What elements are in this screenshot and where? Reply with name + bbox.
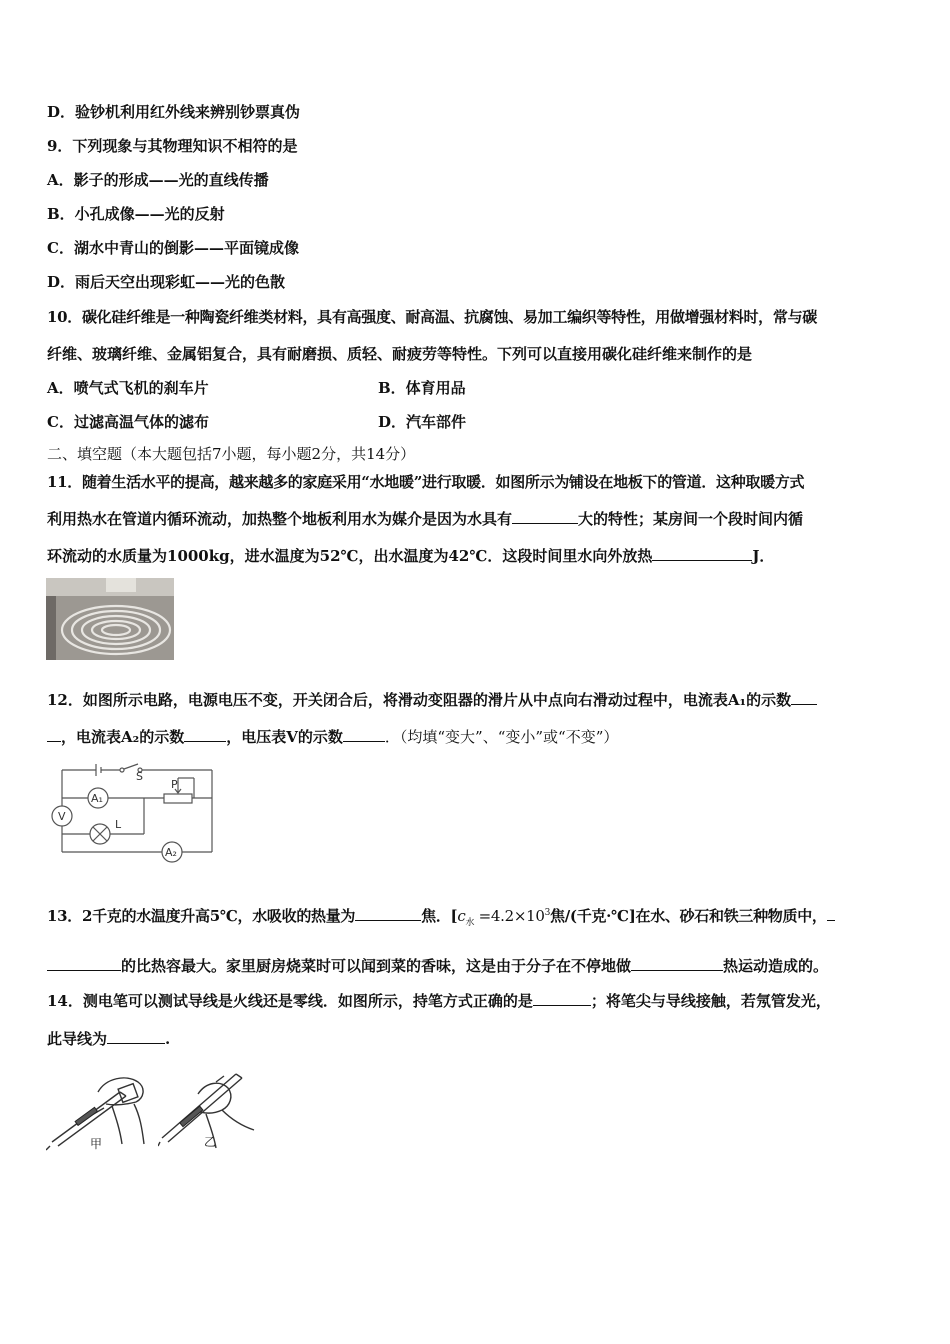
ammeter-a1-label: A₁ — [91, 792, 103, 805]
q12-blank-1b[interactable] — [47, 727, 61, 742]
voltmeter-label: V — [58, 810, 66, 823]
test-pen-figure-yi — [158, 1064, 258, 1152]
q12-blank-1a[interactable] — [791, 690, 817, 705]
formula-c: c — [457, 907, 466, 925]
ammeter-a2-label: A₂ — [165, 846, 177, 859]
q14-blank-1[interactable] — [533, 991, 591, 1006]
slider-label: P — [171, 778, 178, 791]
q10-line1: 10．碳化硅纤维是一种陶瓷纤维类材料，具有高强度、耐高温、抗腐蚀、易加工编织等特性，用做增强材料时，常与碳 — [47, 308, 817, 326]
q9-option-b: B．小孔成像——光的反射 — [47, 205, 225, 223]
q11-line1: 11．随着生活水平的提高，越来越多的家庭采用“水地暖”进行取暖．如图所示为铺设在地板下的管道．这种取暖方式 — [47, 473, 805, 491]
q10-line2: 纤维、玻璃纤维、金属铝复合，具有耐磨损、质轻、耐疲劳等特性。下列可以直接用碳化硅纤维来制作的是 — [47, 345, 753, 363]
q12-line2-text-c: ．（均填“变大”、“变小”或“不变”） — [384, 728, 619, 746]
q13-blank-2a[interactable] — [827, 906, 835, 921]
test-pen-figure-jia — [46, 1064, 156, 1152]
q14-line1 — [47, 990, 831, 1011]
q13-text-3: 焦/(千克·℃]在水、砂石和铁三种物质中， — [550, 907, 827, 925]
q14-text-1: 14．测电笔可以测试导线是火线还是零线．如图所示，持笔方式正确的是 — [47, 992, 533, 1010]
q10-option-b: B．体育用品 — [378, 379, 466, 397]
q13-blank-2b[interactable] — [47, 956, 121, 971]
q12-line2 — [47, 726, 618, 747]
q13-text-1: 13．2千克的水温度升高5℃，水吸收的热量为 — [47, 907, 356, 925]
q14-blank-2[interactable] — [107, 1029, 165, 1044]
q13-text-5: 热运动造成的。 — [723, 957, 829, 975]
q12-line2-text-b: ，电压表V的示数 — [226, 728, 343, 746]
q12-blank-3[interactable] — [343, 727, 385, 742]
q9-stem: 9．下列现象与其物理知识不相符的是 — [47, 137, 298, 155]
q11-blank-1[interactable] — [512, 509, 578, 524]
q11-blank-2[interactable] — [652, 546, 752, 561]
q11-line2-text-b: 大的特性；某房间一个段时间内循 — [578, 510, 804, 528]
q9-option-d: D．雨后天空出现彩虹——光的色散 — [47, 273, 286, 291]
formula-value: =4.2×10 — [478, 907, 545, 925]
q12-line2-text-a: ，电流表A₂的示数 — [61, 728, 185, 746]
q14-text-2: ；将笔尖与导线接触，若氖管发光， — [590, 992, 831, 1010]
caption-jia: 甲 — [90, 1137, 103, 1151]
q14-text-3: 此导线为 — [47, 1030, 108, 1048]
formula-exp: 3 — [544, 908, 551, 918]
q11-line3 — [47, 545, 774, 566]
q10-option-a: A．喷气式飞机的刹车片 — [47, 379, 209, 397]
q13-blank-3[interactable] — [631, 956, 723, 971]
q9-option-c: C．湖水中青山的倒影——平面镜成像 — [47, 239, 299, 257]
q12-line1-text: 12．如图所示电路，电源电压不变，开关闭合后，将滑动变阻器的滑片从中点向右滑动过程中，电流表A₁的示数 — [47, 691, 792, 709]
floor-heating-photo — [46, 578, 174, 660]
caption-yi: 乙 — [204, 1135, 217, 1149]
q14-text-4: . — [165, 1030, 171, 1048]
lamp-label: L — [115, 818, 122, 831]
formula-sub: 水 — [465, 918, 475, 928]
switch-label: S — [136, 770, 143, 783]
q13-line2 — [47, 955, 828, 976]
q8-option-d: D．验钞机利用红外线来辨别钞票真伪 — [47, 103, 301, 121]
q9-option-a: A．影子的形成——光的直线传播 — [47, 171, 269, 189]
circuit-diagram — [44, 762, 216, 866]
q11-line2-text-a: 利用热水在管道内循环流动，加热整个地板利用水为媒介是因为水具有 — [47, 510, 513, 528]
specific-heat-formula — [457, 907, 551, 928]
q13-text-4: 的比热容最大。家里厨房烧菜时可以闻到菜的香味，这是由于分子在不停地做 — [121, 957, 632, 975]
q14-line2 — [47, 1028, 170, 1049]
q12-blank-2[interactable] — [184, 727, 226, 742]
section-heading: 二、填空题（本大题包括7小题，每小题2分，共14分） — [47, 445, 416, 463]
q13-text-2: 焦．[ — [421, 907, 458, 925]
q10-option-d: D．汽车部件 — [378, 413, 467, 431]
q12-line1 — [47, 689, 817, 710]
q13-line1 — [47, 905, 835, 928]
q11-line3-text-b: J． — [752, 547, 775, 565]
q13-blank-1[interactable] — [355, 906, 421, 921]
q11-line3-text-a: 环流动的水质量为1000kg，进水温度为52℃，出水温度为42℃．这段时间里水向外放热 — [47, 547, 653, 565]
q10-option-c: C．过滤高温气体的滤布 — [47, 413, 209, 431]
q11-line2 — [47, 508, 803, 529]
